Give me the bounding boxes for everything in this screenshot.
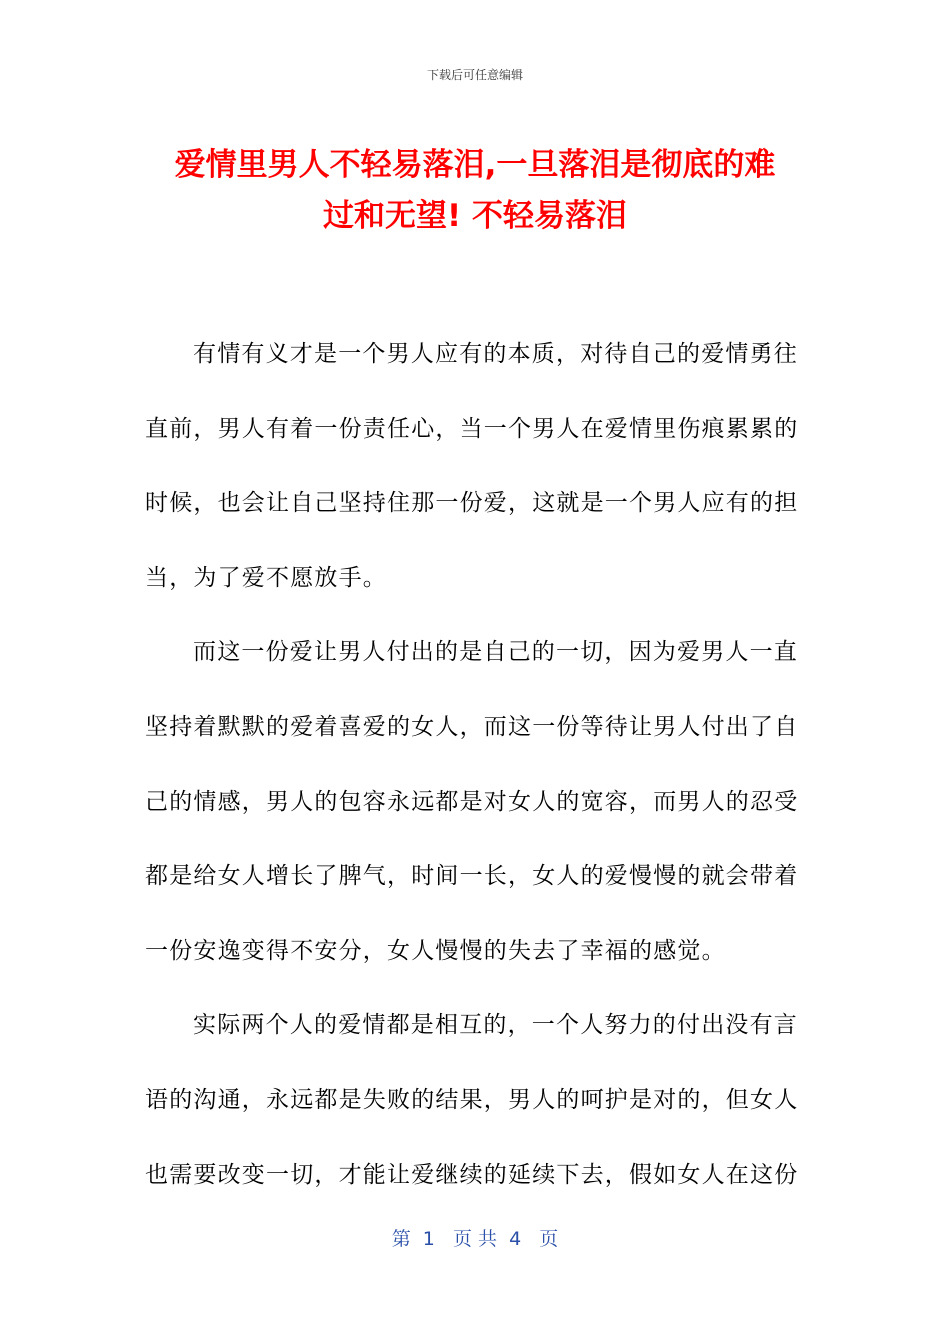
page-header-note: 下载后可任意编辑 (426, 68, 523, 82)
paragraph-line: 都是给女人增长了脾气，时间一长，女人的爱慢慢的就会带着 (145, 863, 799, 890)
page-number-footer: 第 1 页 共 4 页 (391, 1228, 559, 1250)
paragraph-line: 而这一份爱让男人付出的是自己的一切，因为爱男人一直 (193, 639, 798, 666)
paragraph-line: 实际两个人的爱情都是相互的，一个人努力的付出没有言 (193, 1012, 798, 1039)
paragraph-line: 语的沟通，永远都是失败的结果，男人的呵护是对的，但女人 (145, 1086, 799, 1113)
paragraph-line: 直前，男人有着一份责任心，当一个男人在爱情里伤痕累累的 (145, 415, 799, 442)
paragraph-line: 有情有义才是一个男人应有的本质，对待自己的爱情勇往 (193, 341, 798, 367)
document-body (145, 317, 799, 1212)
paragraph-line: 当，为了爱不愿放手。 (145, 564, 387, 591)
paragraph-line: 坚持着默默的爱着喜爱的女人，而这一份等待让男人付出了自 (145, 713, 799, 740)
document-title (130, 140, 820, 242)
paragraph-line: 己的情感，男人的包容永远都是对女人的宽容，而男人的忍受 (145, 788, 799, 815)
paragraph-line: 时候，也会让自己坚持住那一份爱，这就是一个男人应有的担 (145, 490, 799, 517)
document-title-line: 爱情里男人不轻易落泪,一旦落泪是彻底的难 (174, 147, 776, 183)
paragraph-line: 一份安逸变得不安分，女人慢慢的失去了幸福的感觉。 (145, 937, 726, 964)
document-title-line: 过和无望! 不轻易落泪 (323, 198, 627, 234)
paragraph-line: 也需要改变一切，才能让爱继续的延续下去，假如女人在这份 (145, 1161, 799, 1188)
